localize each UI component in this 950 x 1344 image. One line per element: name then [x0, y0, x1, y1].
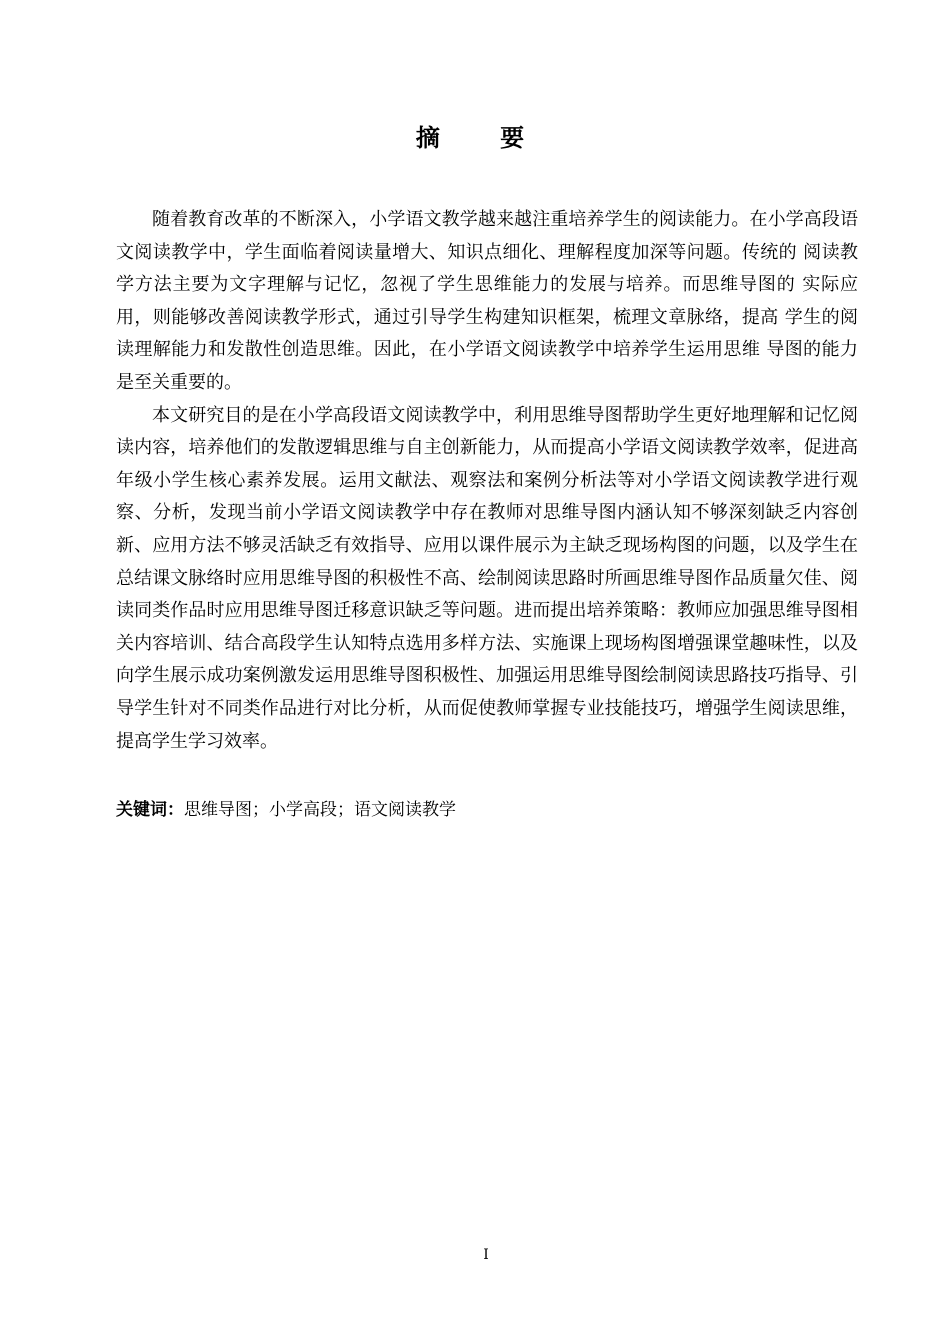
abstract-body: [116, 204, 858, 758]
abstract-paragraph-2: 本文研究目的是在小学高段语文阅读教学中，利用思维导图帮助学生更好地理解和记忆阅读内容，培养他们的发散逻辑思维与自主创新能力，从而提高小学语文阅读教学效率，促进高年级小学生核心素养发展。运用文献法、观察法和案例分析法等对小学语文阅读教学进行观察、分析，发现当前小学语文阅读教学中存在教师对思维导图内涵认知不够深刻缺乏内容创新、应用方法不够灵活缺乏有效指导、应用以课件展示为主缺乏现场构图的问题，以及学生在总结课文脉络时应用思维导图的积极性不高、绘制阅读思路时所画思维导图作品质量欠佳、阅读同类作品时应用思维导图迁移意识缺乏等问题。进而提出培养策略：教师应加强思维导图相关内容培训、结合高段学生认知特点选用多样方法、实施课上现场构图增强课堂趣味性，以及向学生展示成功案例激发运用思维导图积极性、加强运用思维导图绘制阅读思路技巧指导、引导学生针对不同类作品进行对比分析，从而促使教师掌握专业技能技巧，增强学生阅读思维，提高学生学习效率。: [116, 404, 858, 752]
abstract-paragraph-1: 随着教育改革的不断深入，小学语文教学越来越注重培养学生的阅读能力。在小学高段语文阅读教学中，学生面临着阅读量增大、知识点细化、理解程度加深等问题。传统的 阅读教学方法主要为文字理解与记忆，忽视了学生思维能力的发展与培养。而思维导图的 实际应用，则能够改善阅读教学形式，通过引导学生构建知识框架，梳理文章脉络，提高 学生的阅读理解能力和发散性创造思维。因此，在小学语文阅读教学中培养学生运用思维 导图的能力是至关重要的。: [116, 209, 858, 393]
keywords-label: 关键词：: [116, 800, 184, 820]
keywords-line: [116, 796, 858, 824]
page-number: I: [483, 1247, 489, 1263]
abstract-title: 摘 要: [415, 123, 551, 152]
keywords-value: 思维导图；小学高段；语文阅读教学: [184, 800, 456, 820]
